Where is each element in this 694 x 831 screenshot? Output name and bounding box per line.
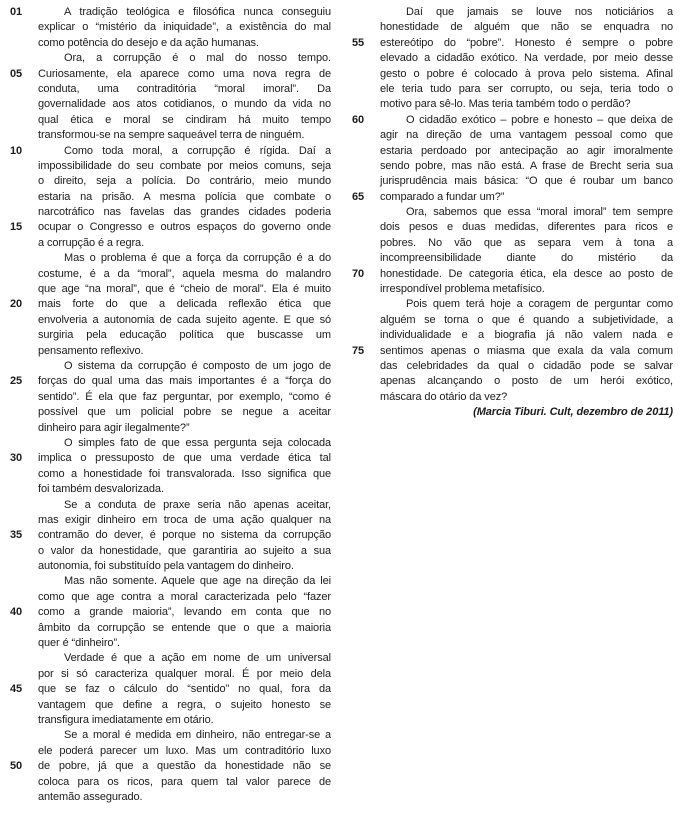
line-number: 45	[10, 683, 23, 696]
line-number	[10, 728, 38, 743]
line-text: A tradição teológica e filosófica nunca conseguiu	[64, 6, 331, 18]
line-text: irrespondível problema metafísico.	[380, 283, 545, 296]
text-line	[10, 698, 331, 713]
line-number	[10, 544, 38, 559]
line-text: Mas não somente. Aquele que age na direção da lei	[64, 575, 331, 588]
line-number	[10, 790, 38, 805]
text-line	[10, 421, 331, 436]
text-line	[10, 482, 331, 497]
line-number	[10, 36, 38, 51]
text-line	[352, 113, 673, 128]
text-line	[10, 113, 331, 128]
line-text: a corrupção é a regra.	[38, 236, 145, 249]
text-line	[10, 267, 331, 282]
text-line	[10, 605, 331, 620]
line-text: dois pesos e duas medidas, diferentes para ricos e	[380, 221, 673, 234]
text-line	[352, 174, 673, 189]
text-line	[352, 220, 673, 235]
line-text: de pobre, já que a questão da honestidade não se	[38, 760, 331, 773]
line-text: Ora, sabemos que essa “moral imoral” tem sempre	[406, 206, 673, 219]
text-line	[10, 544, 331, 559]
text-line	[10, 667, 331, 682]
line-text: que se faz o cálculo do “sentido” no qual, fora da	[38, 683, 331, 696]
line-number: 50	[10, 760, 23, 773]
text-line	[10, 282, 331, 297]
line-text: transfigura imediatamente em otário.	[38, 713, 214, 726]
line-text: motivo para sê-lo. Mas teria também todo o perdão?	[380, 98, 631, 111]
line-text: governalidade aos atos cotidianos, o mundo da vida no	[38, 98, 331, 111]
line-number	[352, 144, 380, 159]
line-number	[10, 282, 38, 297]
line-text: Curiosamente, ela aparece como uma nova regra de	[38, 67, 331, 80]
line-number	[10, 313, 38, 328]
line-text: narcotráfico nas favelas das grandes cidades poderia	[38, 206, 331, 219]
text-line	[10, 528, 331, 543]
line-number	[10, 513, 38, 528]
line-number	[352, 297, 380, 312]
line-text: Como toda moral, a corrupção é rígida. Daí a	[64, 144, 331, 157]
line-text: surgiria pela educação política que buscasse um	[38, 329, 331, 342]
line-text: ocupar o Congresso e outros espaços do governo onde	[38, 221, 331, 234]
line-number	[10, 590, 38, 605]
line-text: vantagem que define a regra, o sujeito honesto se	[38, 698, 331, 711]
text-line	[10, 144, 331, 159]
text-line	[10, 313, 331, 328]
text-line	[10, 220, 331, 235]
line-text: O cidadão exótico – pobre e honesto – que deixa de	[406, 113, 673, 126]
line-number	[10, 482, 38, 497]
line-number	[352, 128, 380, 143]
line-number	[10, 498, 38, 513]
line-text: Se a moral é medida em dinheiro, não entregar-se a	[64, 729, 331, 742]
line-number	[10, 113, 38, 128]
line-text: ele teria tudo para ser corrupto, ou seja, teria todo o	[380, 82, 673, 95]
line-number	[352, 328, 380, 343]
line-number	[10, 667, 38, 682]
line-number	[352, 236, 380, 251]
text-line	[10, 759, 331, 774]
line-text: ele poderá parecer um luxo. Mas um contraditório luxo	[38, 744, 331, 757]
line-number	[10, 405, 38, 420]
line-number	[10, 51, 38, 66]
text-line	[352, 97, 673, 112]
line-text: âmbito da corrupção se entende que o que a maioria	[38, 621, 331, 634]
line-text: Pois quem terá hoje a coragem de perguntar como	[406, 298, 673, 311]
text-line	[10, 559, 331, 574]
line-number: 35	[10, 529, 23, 542]
line-text: das celebridades da qual o cidadão pode se salvar	[380, 359, 673, 372]
text-line	[10, 636, 331, 651]
text-column-right	[352, 5, 673, 421]
text-line	[10, 436, 331, 451]
line-number: 70	[352, 267, 365, 280]
line-number	[10, 328, 38, 343]
text-line	[352, 82, 673, 97]
line-text: alguém se torna o que é quando a subjetividade, a	[380, 313, 673, 326]
text-line	[10, 251, 331, 266]
text-line	[10, 498, 331, 513]
text-line	[10, 374, 331, 389]
line-number	[352, 82, 380, 97]
line-text: antemão assegurado.	[38, 790, 143, 803]
line-text: coloca para os ricos, para quem tal valor parece de	[38, 775, 331, 788]
text-line	[10, 67, 331, 82]
line-text: qual ética e moral se cindiram há muito tempo	[38, 113, 331, 126]
line-text: por si só caracteriza qualquer moral. É por meio dela	[38, 667, 331, 680]
text-line	[10, 297, 331, 312]
line-number: 15	[10, 221, 23, 234]
line-number	[10, 775, 38, 790]
line-number	[10, 421, 38, 436]
line-text: sentimos apenas o miasma que exala da vala comum	[380, 344, 673, 357]
line-number	[10, 128, 38, 143]
line-number: 55	[352, 36, 365, 49]
line-number	[352, 359, 380, 374]
text-line	[352, 36, 673, 51]
line-text: mais forte do que a delicada reflexão ética que	[38, 298, 331, 311]
text-line	[10, 205, 331, 220]
text-line	[10, 728, 331, 743]
line-text: individualidade e a biografia já não valem nada e	[380, 329, 673, 342]
line-text: sentido”. É ela que faz perguntar, por exemplo, “como é	[38, 390, 331, 403]
line-number	[352, 51, 380, 66]
text-line	[10, 236, 331, 251]
line-number	[352, 5, 380, 20]
text-line	[10, 190, 331, 205]
text-line	[10, 174, 331, 189]
text-line	[352, 5, 673, 20]
line-text: incompreensibilidade diante do mistério da	[380, 252, 673, 265]
text-line	[352, 267, 673, 282]
text-line	[10, 467, 331, 482]
text-line	[352, 390, 673, 405]
line-text: O simples fato de que essa pergunta seja colocada	[64, 436, 331, 449]
text-line	[352, 297, 673, 312]
text-line	[10, 682, 331, 697]
line-number: 25	[10, 375, 23, 388]
line-number	[352, 313, 380, 328]
line-number	[352, 205, 380, 220]
line-text: Se a conduta de praxe seria não apenas aceitar,	[64, 498, 331, 511]
line-text: o valor da honestidade, que garantiria ao sujeito a sua	[38, 544, 331, 557]
line-list-right	[352, 5, 673, 405]
line-number	[352, 374, 380, 389]
text-line	[10, 82, 331, 97]
line-text: estaria na prisão. A mesma polícia que combate o	[38, 190, 331, 203]
line-text: como potência do desejo e da ação humanas.	[38, 36, 259, 49]
line-number	[10, 636, 38, 651]
text-line	[352, 20, 673, 35]
line-number	[352, 159, 380, 174]
line-number	[10, 713, 38, 728]
line-text: pobres. No vão que as separa vem à tona a	[380, 236, 673, 249]
line-text: jurisprudência mais básica: “O que é roubar um banco	[380, 175, 673, 188]
line-text: honestidade de alguém que não se enquadra no	[380, 21, 673, 34]
line-number: 60	[352, 113, 365, 126]
line-number	[10, 205, 38, 220]
citation: (Marcia Tiburi. Cult, dezembro de 2011)	[473, 406, 673, 419]
line-number	[10, 174, 38, 189]
line-text: pensamento reflexivo.	[38, 344, 144, 357]
line-text: sendo pobre, mas não está. A frase de Brecht seria sua	[380, 159, 673, 172]
text-line	[352, 67, 673, 82]
line-number	[352, 251, 380, 266]
line-number	[10, 436, 38, 451]
line-text: costume, é a da “moral”, aquela mesma do malandro	[38, 267, 331, 280]
line-number: 10	[10, 144, 23, 157]
line-number	[10, 390, 38, 405]
line-text: autonomia, foi substituído pela vantagem do dinheiro.	[38, 560, 294, 573]
text-line	[10, 51, 331, 66]
line-text: forças do qual uma das mais importantes é a “força do	[38, 375, 331, 388]
text-line	[10, 713, 331, 728]
text-line	[352, 205, 673, 220]
line-number	[352, 174, 380, 189]
line-text: Mas o problema é que a força da corrupção é a do	[64, 252, 331, 265]
text-line	[10, 775, 331, 790]
line-number	[10, 651, 38, 666]
line-text: elevado a cidadão exótico. Na verdade, por meio desse	[380, 52, 673, 65]
line-number: 01	[10, 6, 23, 18]
line-number	[10, 467, 38, 482]
line-text: envolveria a autonomia de cada sujeito agente. E que só	[38, 313, 331, 326]
line-number: 05	[10, 67, 23, 80]
line-text: estaria perdoado por antecipação ao agir imoralmente	[380, 144, 673, 157]
line-number	[10, 236, 38, 251]
line-text: transformou-se na sempre saqueável terra de ninguém.	[38, 129, 305, 142]
text-line	[352, 359, 673, 374]
line-number	[10, 559, 38, 574]
text-line	[10, 513, 331, 528]
line-number	[10, 698, 38, 713]
text-line	[10, 651, 331, 666]
line-number: 30	[10, 452, 23, 465]
text-line	[10, 159, 331, 174]
line-text: comparado a fundar um?”	[380, 190, 505, 203]
line-text: agir na direção de uma vantagem pessoal como que	[380, 129, 673, 142]
text-line	[10, 128, 331, 143]
text-line	[352, 328, 673, 343]
text-line	[352, 374, 673, 389]
text-line	[352, 236, 673, 251]
text-line	[10, 359, 331, 374]
line-text: que age “na moral”, que é “cheio de moral”. Ela é muito	[38, 283, 331, 296]
line-text: explicar o “mistério da iniquidade”, a existência do mal	[38, 21, 331, 34]
line-number	[10, 621, 38, 636]
line-text: como a grande maioria”, levando em conta que no	[38, 606, 331, 619]
text-line	[10, 36, 331, 51]
text-line	[352, 51, 673, 66]
text-line	[10, 451, 331, 466]
line-number	[352, 282, 380, 297]
line-text: máscara do otário da vez?	[380, 390, 508, 403]
text-line	[10, 20, 331, 35]
line-number	[10, 159, 38, 174]
line-number	[10, 344, 38, 359]
line-number	[10, 359, 38, 374]
line-text: foi também desvalorizada.	[38, 483, 164, 496]
text-line	[352, 313, 673, 328]
line-number: 40	[10, 606, 23, 619]
line-number	[10, 574, 38, 589]
line-text: o direito, seja a polícia. Do contrário, meio mundo	[38, 175, 331, 188]
line-list-left	[10, 5, 331, 805]
line-number	[352, 67, 380, 82]
line-text: quer é “dinheiro”.	[38, 637, 120, 650]
text-line	[10, 790, 331, 805]
line-text: como que age contra a moral caracterizada pelo “fazer	[38, 590, 331, 603]
line-text: gesto o pobre é colocado à prova pelo sistema. Afinal	[380, 67, 673, 80]
text-line	[352, 159, 673, 174]
text-line	[10, 344, 331, 359]
text-line	[10, 590, 331, 605]
text-line	[352, 344, 673, 359]
text-line	[352, 144, 673, 159]
text-line	[10, 744, 331, 759]
line-text: honestidade. De categoria ética, ela desce ao posto de	[380, 267, 673, 280]
text-line	[10, 621, 331, 636]
line-text: dinheiro para agir ilegalmente?”	[38, 421, 190, 434]
text-line	[352, 128, 673, 143]
line-number	[10, 744, 38, 759]
line-number: 65	[352, 190, 365, 203]
line-text: possível que um policial pobre se negue a aceitar	[38, 406, 331, 419]
line-text: Ora, a corrupção é o mal do nosso tempo.	[64, 52, 331, 65]
text-line	[352, 282, 673, 297]
line-number	[10, 251, 38, 266]
line-number	[352, 20, 380, 35]
line-text: impossibilidade do seu combate por meios comuns, seja	[38, 159, 331, 172]
line-number: 75	[352, 344, 365, 357]
line-number	[10, 97, 38, 112]
line-text: Daí que jamais se louve nos noticiários a	[406, 6, 673, 18]
text-line	[10, 390, 331, 405]
line-number	[352, 97, 380, 112]
line-number	[352, 220, 380, 235]
line-text: conduta, uma contraditória “moral imoral”. Da	[38, 82, 331, 95]
text-line	[10, 97, 331, 112]
text-line	[10, 574, 331, 589]
line-number: 20	[10, 298, 23, 311]
line-text: apenas alcançando o posto de um herói exótico,	[380, 375, 673, 388]
text-line	[10, 5, 331, 20]
line-text: estereótipo do “pobre”. Honesto é sempre o pobre	[380, 36, 673, 49]
line-number	[10, 82, 38, 97]
line-number	[10, 20, 38, 35]
line-number	[10, 267, 38, 282]
line-text: como a honestidade foi transvalorada. Isso significa que	[38, 467, 331, 480]
text-line	[10, 328, 331, 343]
text-line	[352, 190, 673, 205]
line-text: implica o pressuposto de que uma verdade ética tal	[38, 452, 331, 465]
line-text: contramão do dever, é porque no sistema da corrupção	[38, 529, 331, 542]
text-column-left	[10, 5, 331, 805]
line-text: mas exigir dinheiro em troca de uma ação qualquer na	[38, 513, 331, 526]
line-text: O sistema da corrupção é composto de um jogo de	[64, 359, 331, 372]
line-text: Verdade é que a ação em nome de um universal	[64, 652, 331, 665]
line-number	[352, 390, 380, 405]
line-number	[10, 190, 38, 205]
text-line	[10, 405, 331, 420]
text-line	[352, 251, 673, 266]
